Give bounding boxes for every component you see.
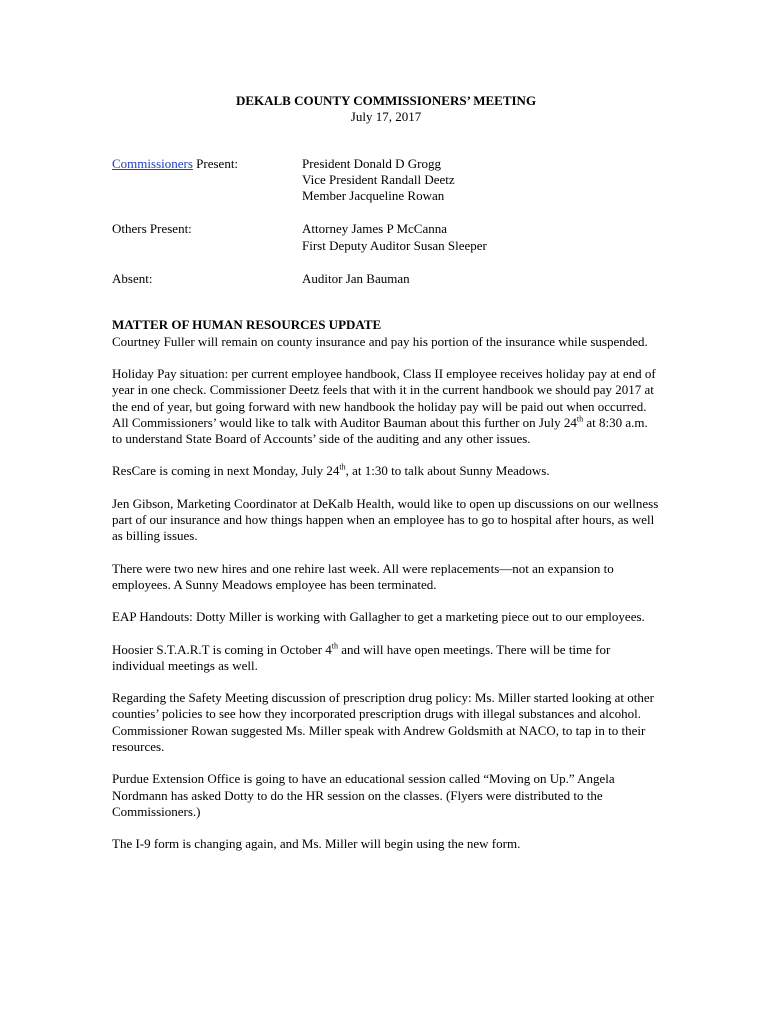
paragraph-text: and will have open meetings. There will be time for individual meetings as well.	[112, 641, 611, 673]
attendee-name: Attorney James P McCanna	[302, 221, 448, 237]
paragraph-text: at 8:30 a.m. to understand State Board of Accounts’ side of the auditing and any other issues.	[112, 414, 648, 447]
paragraph-eap-handouts: EAP Handouts: Dotty Miller is working with Gallagher to get a marketing piece out to our employees.	[112, 609, 645, 625]
present-label-text: Present:	[192, 155, 239, 171]
document-header	[112, 93, 660, 126]
ordinal-suffix: th	[339, 463, 346, 473]
absent-label: Absent:	[112, 271, 153, 287]
meeting-date: July 17, 2017	[350, 109, 422, 125]
paragraph-hoosier-start	[112, 642, 660, 675]
paragraph-insurance: Courtney Fuller will remain on county insurance and pay his portion of the insurance while suspended.	[112, 333, 648, 349]
commissioners-link[interactable]: Commissioners	[112, 155, 193, 171]
paragraph-rescare	[112, 463, 660, 479]
attendee-name: President Donald D Grogg	[302, 155, 442, 171]
paragraph-holiday-pay	[112, 366, 660, 447]
attendee-name: Auditor Jan Bauman	[302, 271, 410, 287]
absent-names	[302, 271, 410, 287]
others-present-label: Others Present:	[112, 221, 192, 237]
paragraph-new-hires: There were two new hires and one rehire last week. All were replacements—not an expansion to employees. A Sunny Meadows employee has been terminated.	[112, 560, 614, 592]
paragraph-text: Hoosier S.T.A.R.T is coming in October 4	[112, 641, 332, 657]
document-title: DEKALB COUNTY COMMISSIONERS’ MEETING	[235, 93, 537, 108]
paragraph-purdue-extension: Purdue Extension Office is going to have an educational session called “Moving on Up.” Angela Nordmann has asked Dotty to do the HR session on the classes. (Flyers were distributed to the Commissioners.)	[112, 771, 615, 819]
paragraph-text: Holiday Pay situation: per current employee handbook, Class II employee receives holiday pay at end of year in one check. Commissioner Deetz feels that with it in the current handbook we should pay 2017 at the end of year, but going forward with new handbook the holiday pay will be paid out when occurred. All Commissioners’ would like to talk with Auditor Bauman about this further on July 24	[112, 365, 656, 430]
commissioners-present-row	[112, 156, 660, 205]
paragraph-text: , at 1:30 to talk about Sunny Meadows.	[345, 463, 550, 479]
attendance-list	[112, 156, 660, 288]
section-heading: MATTER OF HUMAN RESOURCES UPDATE	[112, 317, 382, 333]
commissioners-names	[302, 156, 455, 205]
absent-row	[112, 271, 660, 287]
paragraph-text: ResCare is coming in next Monday, July 24	[112, 463, 340, 479]
document-page	[112, 93, 660, 869]
paragraph-i9-form: The I-9 form is changing again, and Ms. Miller will begin using the new form.	[112, 836, 521, 852]
ordinal-suffix: th	[576, 414, 584, 424]
others-names	[302, 221, 487, 254]
paragraph-safety-meeting: Regarding the Safety Meeting discussion of prescription drug policy: Ms. Miller started looking at other counties’ policies to see how they incorporated prescription drugs with illegal substances and alcohol. Commissioner Rowan suggested Ms. Miller speak with Andrew Goldsmith at NACO, to tap in to their resources.	[112, 690, 654, 755]
attendee-name: First Deputy Auditor Susan Sleeper	[302, 237, 487, 253]
paragraph-wellness: Jen Gibson, Marketing Coordinator at DeKalb Health, would like to open up discussions on our wellness part of our insurance and how things happen when an employee has to go to hospital after hours, as well as billing issues.	[112, 495, 659, 544]
ordinal-suffix: th	[331, 641, 339, 651]
attendee-name: Vice President Randall Deetz	[302, 171, 455, 187]
commissioners-present-label	[112, 156, 302, 205]
others-present-row	[112, 221, 660, 254]
attendee-name: Member Jacqueline Rowan	[302, 188, 445, 204]
